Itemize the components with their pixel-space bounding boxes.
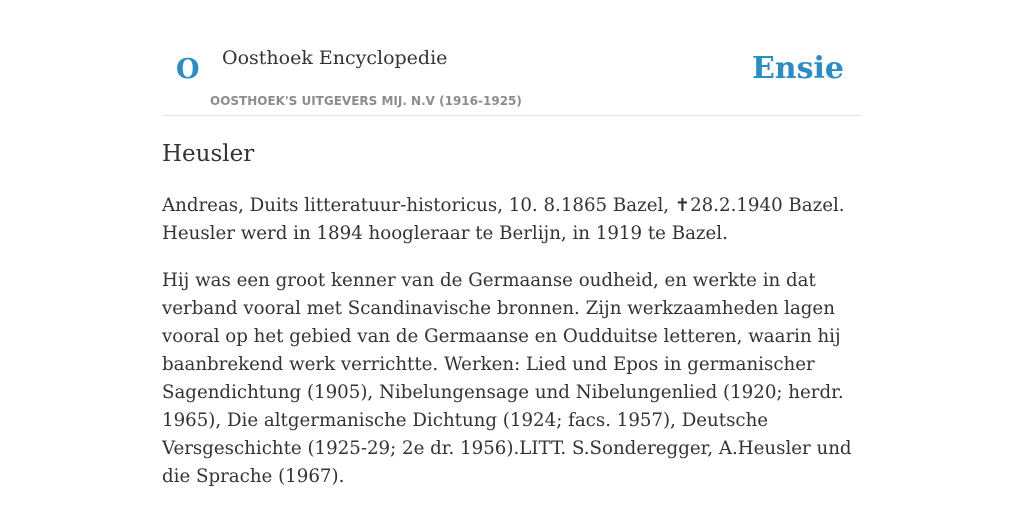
article-paragraph: Andreas, Duits litteratuur-historicus, 10. 8.1865 Bazel, ✝28.2.1940 Bazel. Heusler werd in 1894 hoogleraar te Berlijn, in 1919 te Bazel.	[162, 195, 845, 244]
encyclopedia-title[interactable]: Oosthoek Encyclopedie	[222, 47, 448, 69]
site-header	[162, 0, 862, 116]
article-paragraph: Hij was een groot kenner van de Germaanse oudheid, en werkte in dat verband vooral met Scandinavische bronnen. Zijn werkzaamheden lagen vooral op het gebied van de Germaanse en Oudduitse letteren, waarin hij baanbrekend werk verrichtte. Werken: Lied und Epos in germanischer Sagendichtung (1905), Nibelungensage und Nibelungenlied (1920; herdr. 1965), Die altgermanische Dichtung (1924; facs. 1957), Deutsche Versgeschichte (1925-29; 2e dr. 1956).LITT. S.Sonderegger, A.Heusler und die Sprache (1967).	[162, 270, 852, 487]
article-headword: Heusler	[162, 141, 255, 167]
publisher-subtitle: OOSTHOEK'S UITGEVERS MIJ. N.V (1916-1925)	[210, 94, 522, 108]
article	[162, 138, 862, 491]
ensie-brand-logo[interactable]: Ensie	[751, 51, 844, 86]
encyclopedia-logo[interactable]: O	[176, 54, 200, 85]
